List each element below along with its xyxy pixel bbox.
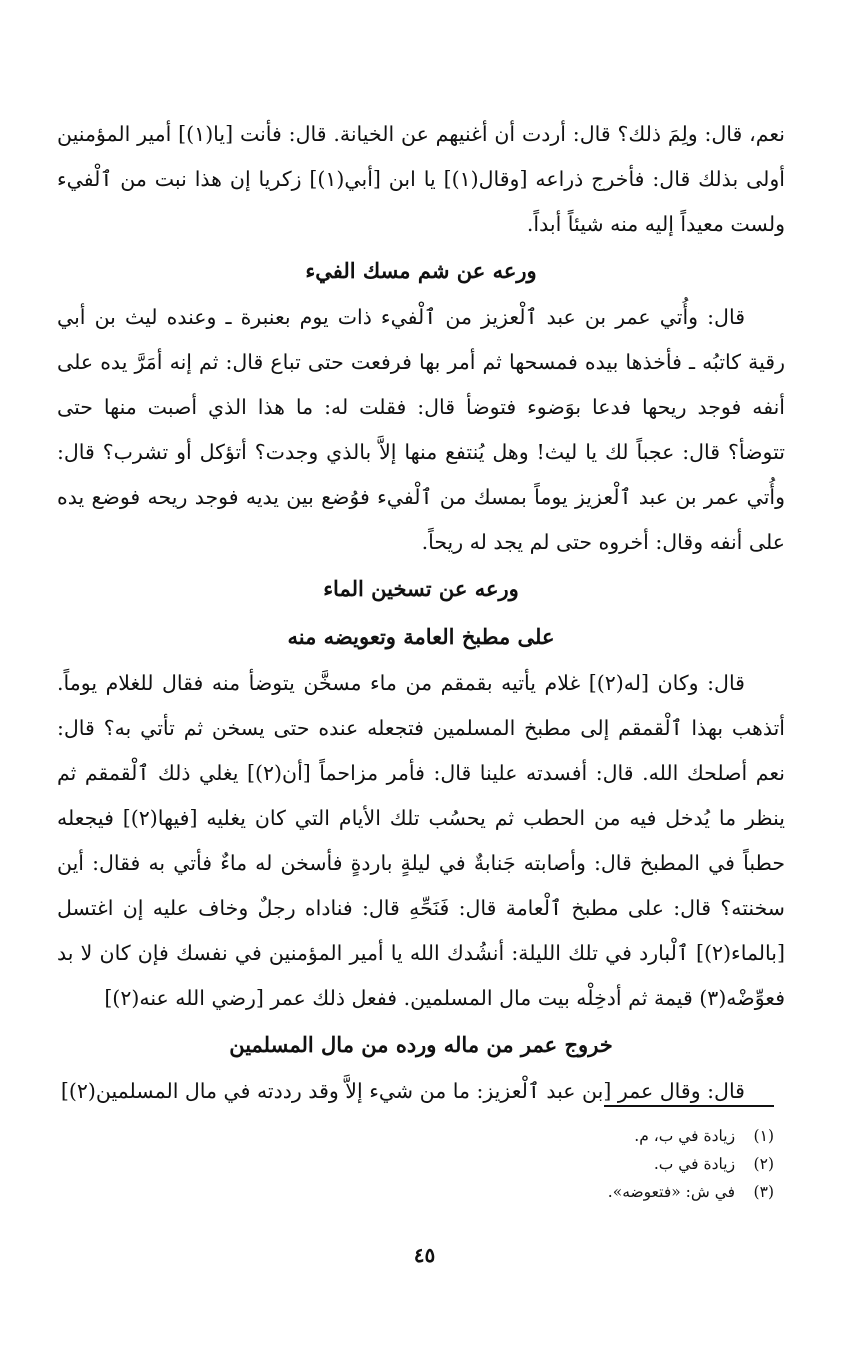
section-heading-water-line1: ورعه عن تسخين الماء: [323, 576, 519, 601]
paragraph-musk: قال: وأُتي عمر بن عبد ٱلْعزيز من ٱلْفيء ذات يوم بعنبرة ـ وعنده ليث بن أبي رقية كاتبُه ـ فأخذها بيده فمسحها ثم أمر بها فرفعت حتى تباع قال: ثم إنه أمَرَّ يده على أنفه فوجد ريحها فدعا بوَضوء فتوضأ قال: فقلت له: ما هذا الذي أصبت منها حتى تتوضأ؟ قال: عجباً لك يا ليث! وهل يُنتفع منها إلاَّ بالذي وجدت؟ أتؤكل أو تشرب؟ قال: وأُتي عمر بن عبد ٱلْعزيز يوماً بمسك من ٱلْفيء فوُضع بين يديه فوجد ريحه فوضع يده على أنفه وقال: أخروه حتى لم يجد له ريحاً.: [57, 305, 785, 554]
footnotes-list: [274, 1122, 774, 1206]
paragraph-wealth: قال: وقال عمر [بن عبد ٱلْعزيز: ما من شيء إلاَّ وقد رددته في مال المسلمين(٢)]: [60, 1079, 745, 1103]
footnote-number: (٢): [753, 1155, 774, 1173]
footnote-divider: [604, 1105, 774, 1107]
paragraph-water: قال: وكان [له(٢)] غلام يأتيه بقمقم من ماء مسخَّن يتوضأ منه فقال للغلام يوماً. أتذهب بهذا ٱلْقمقم إلى مطبخ المسلمين فتجعله عنده حتى يسخن ثم تأتي به؟ قال: نعم أصلحك الله. قال: أفسدته علينا قال: فأمر مزاحماً [أن(٢)] يغلي ذلك ٱلْقمقم ثم ينظر ما يُدخل فيه من الحطب ثم يحسُب تلك الأيام التي كان يغليه [فيها(٢)] فيجعله حطباً في المطبخ قال: وأصابته جَنابةٌ في ليلةٍ باردةٍ فأسخن له ماءٌ فأتي به فقال: أين سخنته؟ قال: على مطبخ ٱلْعامة قال: فَنَحِّهِ قال: فناداه رجلٌ وخاف عليه إن اغتسل [بالماء(٢)] ٱلْبارد في تلك الليلة: أنشُدك الله يا أمير المؤمنين في نفسك فإن كان لا بد فعوِّضْه(٣) قيمة ثم أدخِلْه بيت مال المسلمين. ففعل ذلك عمر [رضي الله عنه(٢)]: [57, 671, 785, 1010]
footnote-text: في ش: «فتعوضه».: [607, 1183, 736, 1201]
footnote-item: [274, 1178, 774, 1206]
opening-paragraph: نعم، قال: ولِمَ ذلك؟ قال: أردت أن أغنيهم عن الخيانة. قال: فأنت [يا(١)] أمير المؤمنين أولى بذلك قال: فأخرج ذراعه [وقال(١)] يا ابن [أبي(١)] زكريا إن هذا نبت من ٱلْفيء ولست معيداً إليه منه شيئاً أبداً.: [57, 122, 785, 236]
footnote-item: [274, 1150, 774, 1178]
footnote-item: [274, 1122, 774, 1150]
footnote-text: زيادة في ب.: [653, 1155, 736, 1173]
section-heading-water-line2: على مطبخ العامة وتعويضه منه: [287, 624, 555, 649]
section-heading-wealth: خروج عمر من ماله ورده من مال المسلمين: [229, 1032, 613, 1057]
section-heading-musk: ورعه عن شم مسك الفيء: [305, 258, 537, 283]
main-text: [57, 112, 785, 1114]
page-number: ٤٥: [413, 1243, 436, 1267]
footnote-text: زيادة في ب، م.: [634, 1127, 736, 1145]
footnote-number: (٣): [753, 1183, 774, 1201]
footnote-number: (١): [753, 1127, 774, 1145]
